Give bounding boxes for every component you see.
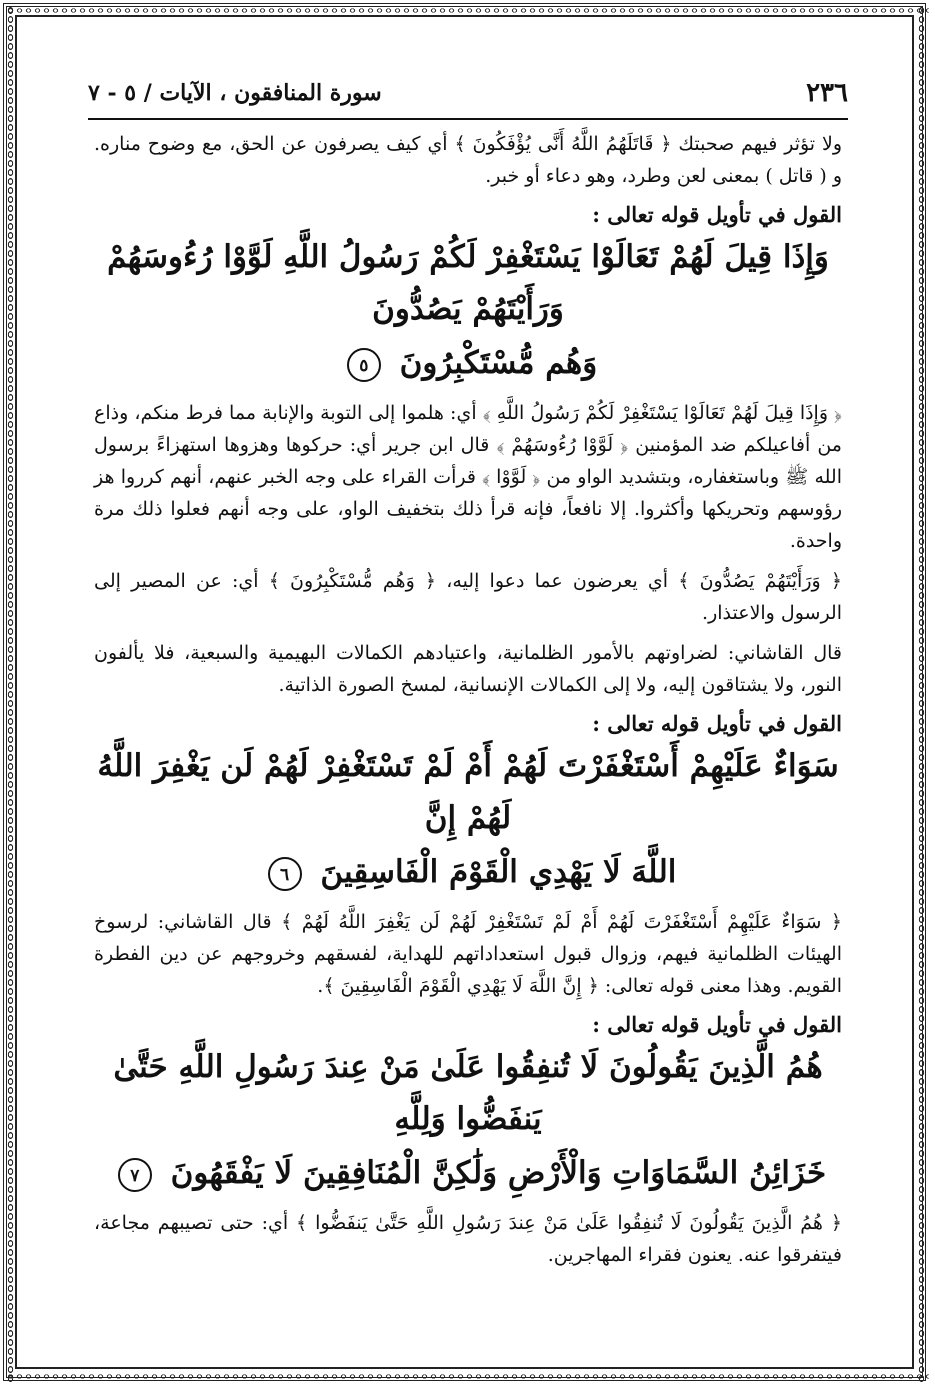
ayah-number-marker: ٦: [268, 857, 302, 891]
quran-verse-line: [88, 337, 848, 389]
running-title: سورة المنافقون ، الآيات / ٥ - ٧: [88, 80, 382, 106]
border-ornament-right: [918, 6, 925, 1384]
quran-verse-text: وَهُم مُّسْتَكْبِرُونَ: [399, 345, 598, 381]
section-heading: القول في تأويل قوله تعالى :: [592, 711, 842, 736]
quran-verse-line: وَإِذَا قِيلَ لَهُمْ تَعَالَوْا يَسْتَغْفِرْ لَكُمْ رَسُولُ اللَّهِ لَوَّوْا رُءُوسَهُمْ وَرَأَيْتَهُمْ يَصُدُّونَ: [107, 239, 829, 327]
paragraph: ﴿ سَوَاءٌ عَلَيْهِمْ أَسْتَغْفَرْتَ لَهُمْ أَمْ لَمْ تَسْتَغْفِرْ لَهُمْ لَن يَغْفِرَ اللَّهُ لَهُمْ ﴾ قال القاشاني: لرسوخ الهيئات الظلمانية فيهم، وزوال قبول استعداداتهم للهداية، لفسقهم وخروجهم عن دين الفطرة القويم. وهذا معنى قوله تعالى: ﴿ إِنَّ اللَّهَ لَا يَهْدِي الْقَوْمَ الْفَاسِقِينَ ﴾.: [94, 911, 842, 997]
paragraph: ﴿ وَرَأَيْتَهُمْ يَصُدُّونَ ﴾ أي يعرضون عما دعوا إليه، ﴿ وَهُم مُّسْتَكْبِرُونَ ﴾ أي: عن المصير إلى الرسول والاعتذار.: [94, 570, 842, 624]
paragraph: ولا تؤثر فيهم صحبتك ﴿ قَاتَلَهُمُ اللَّهُ أَنَّى يُؤْفَكُونَ ﴾ أي كيف يصرفون عن الحق، مع وضوح مناره. و ( قاتل ) بمعنى لعن وطرد، وهو دعاء أو خبر.: [94, 133, 842, 187]
quran-verse-text: اللَّهَ لَا يَهْدِي الْقَوْمَ الْفَاسِقِينَ: [320, 854, 677, 890]
quran-verse-line: هُمُ الَّذِينَ يَقُولُونَ لَا تُنفِقُوا عَلَىٰ مَنْ عِندَ رَسُولِ اللَّهِ حَتَّىٰ يَنفَضُّوا وَلِلَّهِ: [113, 1049, 823, 1137]
paragraph: ﴿ وَإِذَا قِيلَ لَهُمْ تَعَالَوْا يَسْتَغْفِرْ لَكُمْ رَسُولُ اللَّهِ ﴾ أي: هلموا إلى التوبة والإنابة مما فرط منكم، وذاع من أفاعيلكم ضد المؤمنين ﴿ لَوَّوْا رُءُوسَهُمْ ﴾ قال ابن جرير أي: حركوها وهزوها استهزاءً برسول الله ﷺ وباستغفاره، وبتشديد الواو من ﴿ لَوَّوْا ﴾ قرأت القراء على وجه الخبر عنهم، أنهم كرروا هز رؤوسهم وتحريكها وأكثروا. إلا نافعاً، فإنه قرأ ذلك بتخفيف الواو، على وجه أنهم فعلوا ذلك مرة واحدة.: [94, 402, 842, 552]
border-ornament-bottom: [6, 1373, 929, 1380]
quran-verse-line: [88, 1147, 848, 1199]
ayah-number-marker: ٥: [347, 348, 381, 382]
paragraph: ﴿ هُمُ الَّذِينَ يَقُولُونَ لَا تُنفِقُوا عَلَىٰ مَنْ عِندَ رَسُولِ اللَّهِ حَتَّىٰ يَنفَضُّوا ﴾ أي: حتى تصيبهم مجاعة، فيتفرقوا عنه. يعنون فقراء المهاجرين.: [94, 1212, 842, 1266]
ayah-number-marker: ٧: [118, 1158, 152, 1192]
quran-verse-line: سَوَاءٌ عَلَيْهِمْ أَسْتَغْفَرْتَ لَهُمْ أَمْ لَمْ تَسْتَغْفِرْ لَهُمْ لَن يَغْفِرَ اللَّهُ لَهُمْ إِنَّ: [97, 748, 839, 836]
section-heading: القول في تأويل قوله تعالى :: [592, 1012, 842, 1037]
border-ornament-left: [7, 6, 14, 1384]
quran-verse-text: خَزَائِنُ السَّمَاوَاتِ وَالْأَرْضِ وَلَٰكِنَّ الْمُنَافِقِينَ لَا يَفْقَهُونَ: [170, 1155, 827, 1191]
page-header: [88, 70, 848, 120]
border-ornament-top: [6, 7, 929, 14]
section-heading: القول في تأويل قوله تعالى :: [592, 202, 842, 227]
paragraph: قال القاشاني: لضراوتهم بالأمور الظلمانية، واعتيادهم الكمالات البهيمية والسبعية، فلا يألفون النور، ولا يشتاقون إليه، ولا إلى الكمالات الإنسانية، لمسخ الصورة الذاتية.: [94, 642, 842, 696]
quran-verse-line: [88, 846, 848, 898]
page-content: [88, 70, 848, 1271]
page-number: ٢٣٦: [806, 78, 848, 108]
